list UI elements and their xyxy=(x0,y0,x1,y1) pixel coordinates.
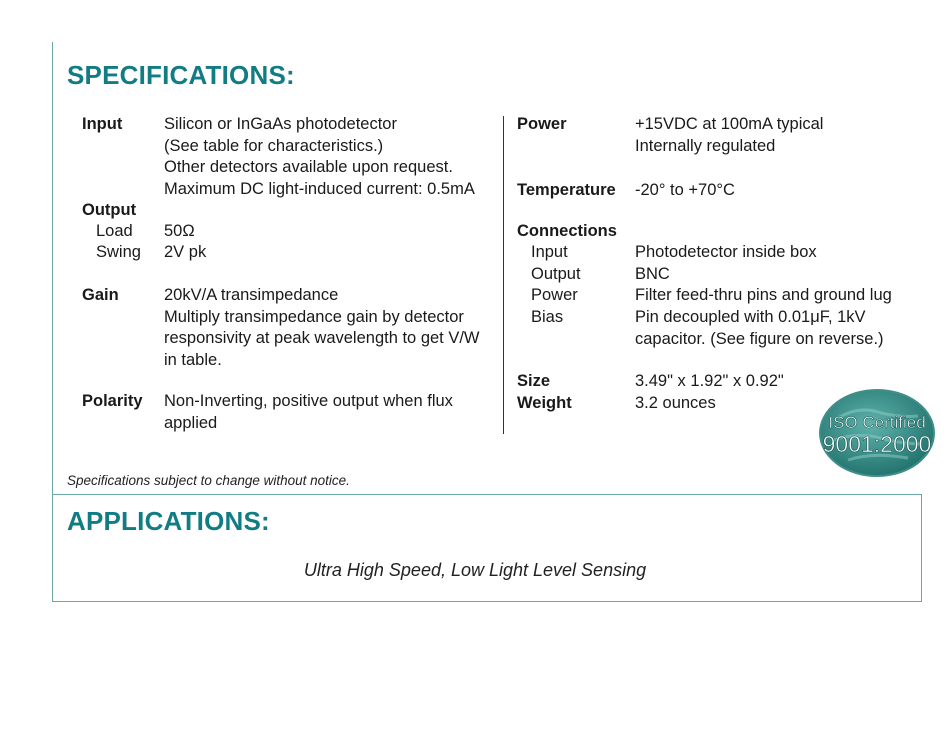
output-load-label: Load xyxy=(96,222,133,240)
column-divider xyxy=(503,116,504,434)
conn-bias-label: Bias xyxy=(531,308,564,326)
conn-input-value: Photodetector inside box xyxy=(635,243,817,261)
polarity-line-1: Non-Inverting, positive output when flux xyxy=(164,392,453,410)
weight-value: 3.2 ounces xyxy=(635,394,716,412)
gain-line-2: Multiply transimpedance gain by detector xyxy=(164,308,464,326)
power-line-1: +15VDC at 100mA typical xyxy=(635,115,824,133)
polarity-label: Polarity xyxy=(82,392,143,410)
output-load-value: 50Ω xyxy=(164,222,195,240)
conn-output-label: Output xyxy=(531,265,581,283)
input-line-3: Other detectors available upon request. xyxy=(164,158,453,176)
iso-seal-line-2: 9001:2000 xyxy=(822,431,932,457)
input-line-2: (See table for characteristics.) xyxy=(164,137,384,155)
specifications-note: Specifications subject to change without notice. xyxy=(67,473,350,488)
polarity-line-2: applied xyxy=(164,414,218,432)
input-label: Input xyxy=(82,115,123,133)
power-line-2: Internally regulated xyxy=(635,137,776,155)
gain-line-3: responsivity at peak wavelength to get V/W xyxy=(164,329,480,347)
gain-line-4: in table. xyxy=(164,351,222,369)
conn-input-label: Input xyxy=(531,243,568,261)
specifications-heading: SPECIFICATIONS: xyxy=(67,60,295,90)
conn-power-label: Power xyxy=(531,286,578,304)
conn-output-value: BNC xyxy=(635,265,670,283)
temperature-value: -20° to +70°C xyxy=(635,181,735,199)
conn-power-value: Filter feed-thru pins and ground lug xyxy=(635,286,892,304)
applications-text: Ultra High Speed, Low Light Level Sensing xyxy=(303,560,647,580)
gain-label: Gain xyxy=(82,286,119,304)
applications-heading: APPLICATIONS: xyxy=(67,506,270,536)
temperature-label: Temperature xyxy=(517,181,616,199)
conn-bias-line-2: capacitor. (See figure on reverse.) xyxy=(635,330,884,348)
connections-label: Connections xyxy=(517,222,617,240)
iso-certified-seal xyxy=(818,388,936,478)
weight-label: Weight xyxy=(517,394,572,412)
output-swing-value: 2V pk xyxy=(164,243,207,261)
output-label: Output xyxy=(82,201,137,219)
size-value: 3.49" x 1.92" x 0.92" xyxy=(635,372,784,390)
input-line-1: Silicon or InGaAs photodetector xyxy=(164,115,397,133)
power-label: Power xyxy=(517,115,567,133)
output-swing-label: Swing xyxy=(96,243,141,261)
iso-seal-line-1: ISO Certified xyxy=(828,413,926,432)
input-line-4: Maximum DC light-induced current: 0.5mA xyxy=(164,180,475,198)
conn-bias-line-1: Pin decoupled with 0.01μF, 1kV xyxy=(635,308,866,326)
size-label: Size xyxy=(517,372,551,390)
gain-line-1: 20kV/A transimpedance xyxy=(164,286,339,304)
